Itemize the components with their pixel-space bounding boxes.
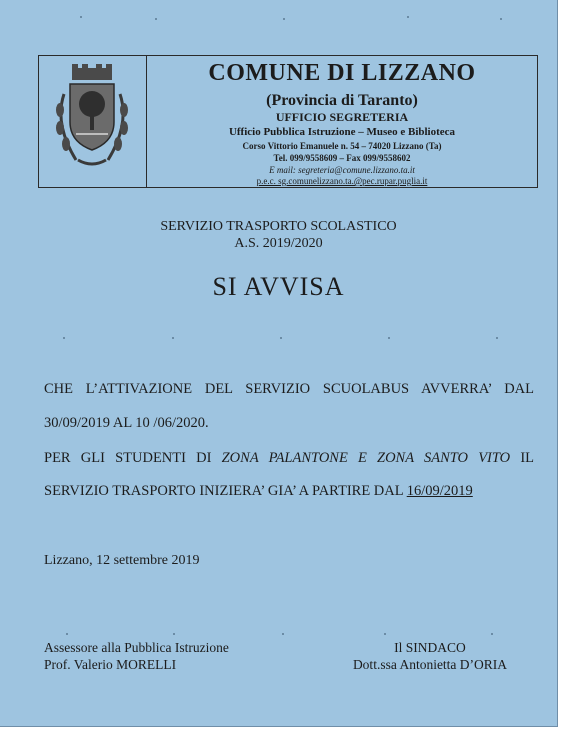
sindaco-name: Dott.ssa Antonietta D’ORIA <box>352 657 508 672</box>
body-line-4 <box>44 483 473 500</box>
scan-speck <box>496 337 498 339</box>
document-date: Lizzano, 12 settembre 2019 <box>44 553 200 568</box>
school-year: A.S. 2019/2020 <box>234 236 323 251</box>
start-date: 16/09/2019 <box>406 483 473 499</box>
signature-assessore <box>44 639 229 673</box>
notice-heading: SI AVVISA <box>212 272 345 301</box>
signature-sindaco <box>310 639 550 673</box>
scan-speck <box>283 18 285 20</box>
scan-speck <box>66 633 68 635</box>
crest-cell <box>39 56 147 187</box>
body-line-2: 30/09/2019 AL 10 /06/2020. <box>44 415 209 431</box>
scan-speck <box>172 337 174 339</box>
pec-address: p.e.c. sg.comunelizzano.ta.@pec.rupar.puglia.it <box>256 176 428 186</box>
municipal-crest-icon <box>48 64 136 176</box>
office-subtitle: Ufficio Pubblica Istruzione – Museo e Biblioteca <box>228 126 456 138</box>
scan-speck <box>407 16 409 18</box>
scan-speck <box>388 337 390 339</box>
scan-speck <box>282 633 284 635</box>
body-line-1: CHE L’ATTIVAZIONE DEL SERVIZIO SCUOLABUS AVVERRA’ DAL <box>44 381 534 397</box>
office-name: UFFICIO SEGRETERIA <box>275 110 409 124</box>
letterhead <box>38 55 538 188</box>
scan-speck <box>280 337 282 339</box>
body-line-3 <box>44 450 534 467</box>
scan-speck <box>173 633 175 635</box>
scan-speck <box>384 633 386 635</box>
province: (Provincia di Taranto) <box>266 92 418 109</box>
scan-speck <box>80 16 82 18</box>
address: Corso Vittorio Emanuele n. 54 – 74020 Lizzano (Ta) <box>242 141 442 151</box>
line3-suffix: IL <box>520 450 535 466</box>
scan-speck <box>500 18 502 20</box>
zone-names: ZONA PALANTONE E ZONA SANTO VITO <box>221 450 511 466</box>
line3-prefix: PER GLI STUDENTI DI <box>44 450 212 466</box>
scan-speck <box>155 18 157 20</box>
scan-speck <box>491 633 493 635</box>
phone-fax: Tel. 099/9558609 – Fax 099/9558602 <box>273 153 411 163</box>
assessore-role: Assessore alla Pubblica Istruzione <box>44 640 229 655</box>
scan-speck <box>63 337 65 339</box>
line4-prefix: SERVIZIO TRASPORTO INIZIERA’ GIA’ A PARTIRE DAL <box>44 483 404 499</box>
service-title: SERVIZIO TRASPORTO SCOLASTICO <box>160 219 397 234</box>
email: E mail: segreteria@comune.lizzano.ta.it <box>269 165 415 175</box>
assessore-name: Prof. Valerio MORELLI <box>44 657 177 672</box>
municipality-name: COMUNE DI LIZZANO <box>208 60 476 86</box>
sindaco-role: Il SINDACO <box>394 640 466 655</box>
